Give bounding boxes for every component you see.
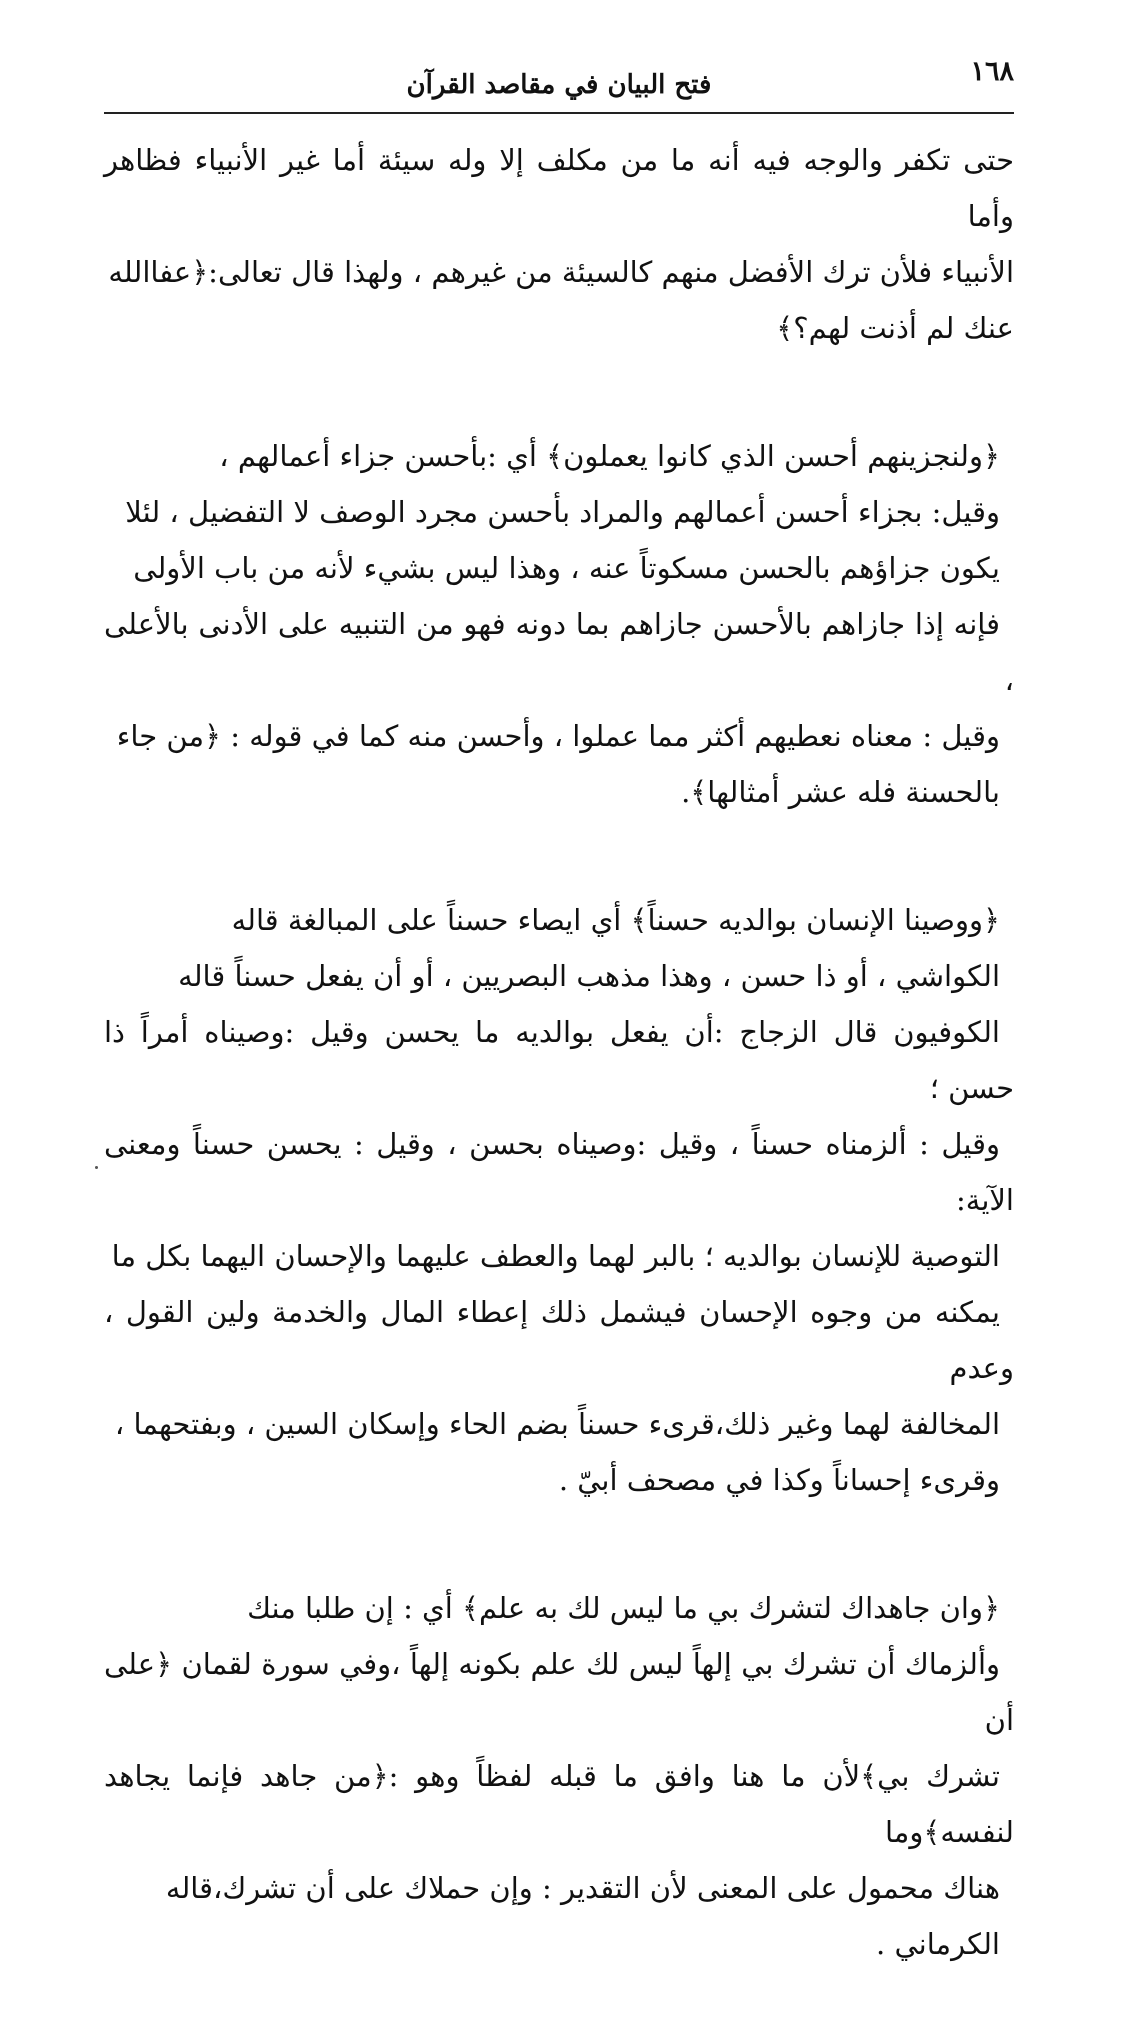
text-line: وألزماك أن تشرك بي إلهاً ليس لك علم بكونه إلهاً ،وفي سورة لقمان ﴿على أن [104, 1647, 1014, 1737]
text-line: هناك محمول على المعنى لأن التقدير : وإن حملاك على أن تشرك،قاله [165, 1871, 1000, 1905]
page-header [104, 52, 1014, 114]
text-line: وقيل : ألزمناه حسناً ، وقيل :وصيناه بحسن ، وقيل : يحسن حسناً ومعنى الآية: [104, 1127, 1014, 1217]
text-line: عنك لم أذنت لهم؟﴾ [776, 311, 1014, 345]
text-line: حتى تكفر والوجه فيه أنه ما من مكلف إلا وله سيئة أما غير الأنبياء فظاهر وأما [104, 143, 1014, 233]
page-body [104, 132, 1014, 2044]
text-line: الكواشي ، أو ذا حسن ، وهذا مذهب البصريين ، أو أن يفعل حسناً قاله [178, 959, 1000, 993]
text-line: ﴿ووصينا الإنسان بوالديه حسناً﴾ أي ايصاء حسناً على المبالغة قاله [231, 903, 1000, 937]
text-line: بالحسنة فله عشر أمثالها﴾. [681, 775, 1000, 809]
scan-speck [95, 1166, 98, 1169]
running-title: فتح البيان في مقاصد القرآن [406, 70, 712, 100]
text-line: الكرماني . [876, 1927, 1000, 1961]
page-number: ١٦٨ [970, 56, 1014, 87]
paragraph-3 [104, 892, 1014, 1508]
text-line: يمكنه من وجوه الإحسان فيشمل ذلك إعطاء المال والخدمة ولين القول ، وعدم [104, 1295, 1014, 1385]
text-line: ﴿ولنجزينهم أحسن الذي كانوا يعملون﴾ أي :بأحسن جزاء أعمالهم ، [219, 439, 1000, 473]
text-line: الكوفيون قال الزجاج :أن يفعل بوالديه ما يحسن وقيل :وصيناه أمراً ذا حسن ؛ [104, 1015, 1014, 1105]
paragraph-1 [104, 132, 1014, 356]
text-line: تشرك بي﴾لأن ما هنا وافق ما قبله لفظاً وهو :﴿من جاهد فإنما يجاهد لنفسه﴾وما [104, 1759, 1014, 1849]
header-rule [104, 112, 1014, 114]
text-line: وقيل: بجزاء أحسن أعمالهم والمراد بأحسن مجرد الوصف لا التفضيل ، لئلا [125, 495, 1000, 529]
text-line: ﴿وان جاهداك لتشرك بي ما ليس لك به علم﴾ أي : إن طلبا منك [247, 1591, 1000, 1625]
text-line: التوصية للإنسان بوالديه ؛ بالبر لهما والعطف عليهما والإحسان اليهما بكل ما [111, 1239, 1000, 1273]
text-line: المخالفة لهما وغير ذلك،قرىء حسناً بضم الحاء وإسكان السين ، وبفتحهما ، [114, 1407, 1000, 1441]
text-line: وقرىء إحساناً وكذا في مصحف أبيّ . [558, 1463, 1000, 1497]
text-line: الأنبياء فلأن ترك الأفضل منهم كالسيئة من غيرهم ، ولهذا قال تعالى:﴿عفاالله [108, 255, 1014, 289]
text-line: وقيل : معناه نعطيهم أكثر مما عملوا ، وأحسن منه كما في قوله : ﴿من جاء [116, 719, 1000, 753]
text-line: فإنه إذا جازاهم بالأحسن جازاهم بما دونه فهو من التنبيه على الأدنى بالأعلى ، [104, 607, 1014, 697]
text-line: يكون جزاؤهم بالحسن مسكوتاً عنه ، وهذا ليس بشيء لأنه من باب الأولى [133, 551, 1000, 585]
paragraph-4 [104, 1580, 1014, 1972]
paragraph-2 [104, 428, 1014, 820]
